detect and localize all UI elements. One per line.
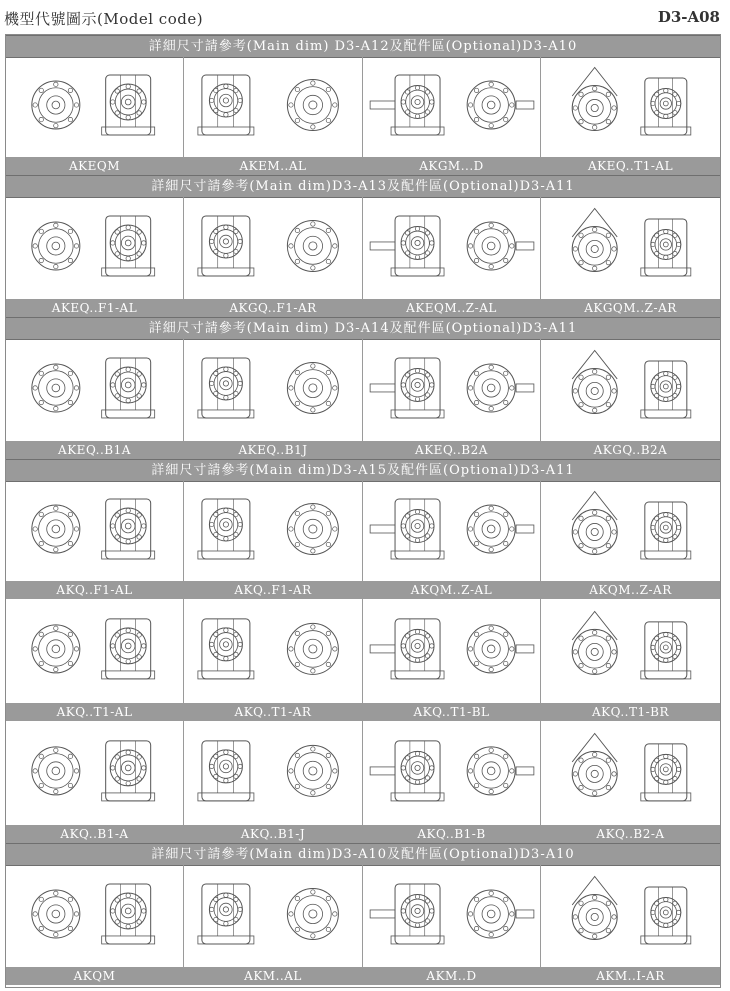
gearbox-line-art: [541, 599, 720, 703]
model-row: [6, 57, 720, 175]
model-cell: [363, 481, 541, 599]
gearbox-drawing: [6, 339, 183, 441]
model-label: AKEQ..B1A: [6, 441, 183, 459]
model-cell: [6, 865, 184, 985]
gearbox-drawing: [363, 339, 540, 441]
model-label: AKEM..AL: [184, 157, 362, 175]
gearbox-line-art: [6, 865, 184, 967]
model-cell: [184, 57, 363, 175]
gearbox-line-art: [6, 57, 184, 157]
model-label: AKEQM..Z-AL: [363, 299, 540, 317]
gearbox-drawing: [541, 57, 720, 157]
gearbox-line-art: [363, 57, 541, 157]
gearbox-line-art: [184, 865, 363, 967]
model-cell: [363, 197, 541, 317]
model-label: AKQ..B2-A: [541, 825, 720, 843]
model-cell: [184, 721, 363, 843]
model-row: [6, 481, 720, 599]
model-cell: [184, 599, 363, 721]
gearbox-drawing: [363, 481, 540, 581]
gearbox-drawing: [184, 197, 362, 299]
gearbox-line-art: [363, 721, 541, 825]
gearbox-line-art: [6, 721, 184, 825]
model-label: AKGQ..F1-AR: [184, 299, 362, 317]
model-label: AKGQ..B2A: [541, 441, 720, 459]
model-cell: [363, 865, 541, 985]
model-label: AKQ..T1-BR: [541, 703, 720, 721]
section-band: 詳細尺寸請參考(Main dim)D3-A10及配件區(Optional)D3-A10: [6, 843, 720, 866]
gearbox-line-art: [541, 721, 720, 825]
gearbox-drawing: [6, 721, 183, 825]
model-row: [6, 339, 720, 459]
model-cell: [541, 865, 720, 985]
gearbox-drawing: [6, 197, 183, 299]
model-cell: [541, 481, 720, 599]
model-cell: [6, 339, 184, 459]
gearbox-line-art: [184, 481, 363, 581]
model-cell: [184, 197, 363, 317]
gearbox-line-art: [363, 197, 541, 299]
gearbox-drawing: [6, 599, 183, 703]
model-cell: [6, 721, 184, 843]
model-cell: [6, 599, 184, 721]
page-code: D3-A08: [657, 8, 720, 26]
gearbox-drawing: [363, 57, 540, 157]
model-label: AKQM..Z-AR: [541, 581, 720, 599]
gearbox-line-art: [6, 339, 184, 441]
section-band: 詳細尺寸請參考(Main dim) D3-A12及配件區(Optional)D3-A10: [6, 35, 720, 58]
model-label: AKM..D: [363, 967, 540, 985]
model-label: AKEQ..T1-AL: [541, 157, 720, 175]
gearbox-line-art: [541, 481, 720, 581]
gearbox-drawing: [363, 197, 540, 299]
model-row: [6, 599, 720, 721]
gearbox-drawing: [184, 57, 362, 157]
model-row: [6, 865, 720, 985]
model-label: AKEQM: [6, 157, 183, 175]
model-label: AKQ..T1-AR: [184, 703, 362, 721]
gearbox-line-art: [6, 197, 184, 299]
model-label: AKGM...D: [363, 157, 540, 175]
gearbox-line-art: [6, 481, 184, 581]
model-label: AKEQ..B1J: [184, 441, 362, 459]
model-cell: [363, 339, 541, 459]
gearbox-drawing: [6, 57, 183, 157]
gearbox-drawing: [184, 481, 362, 581]
page-header: [4, 6, 726, 28]
model-label: AKQ..B1-A: [6, 825, 183, 843]
gearbox-line-art: [184, 599, 363, 703]
gearbox-drawing: [184, 865, 362, 967]
model-code-table: [5, 34, 721, 988]
gearbox-line-art: [541, 339, 720, 441]
gearbox-line-art: [541, 865, 720, 967]
model-label: AKM..AL: [184, 967, 362, 985]
gearbox-drawing: [184, 721, 362, 825]
gearbox-line-art: [184, 197, 363, 299]
model-cell: [541, 57, 720, 175]
gearbox-line-art: [184, 57, 363, 157]
model-cell: [363, 721, 541, 843]
gearbox-line-art: [6, 599, 184, 703]
gearbox-drawing: [541, 599, 720, 703]
model-cell: [6, 57, 184, 175]
page-title: 機型代號圖示(Model code): [4, 10, 204, 28]
model-cell: [184, 339, 363, 459]
gearbox-line-art: [363, 339, 541, 441]
gearbox-line-art: [184, 339, 363, 441]
gearbox-drawing: [184, 339, 362, 441]
model-label: AKQ..T1-AL: [6, 703, 183, 721]
section-band: 詳細尺寸請參考(Main dim)D3-A15及配件區(Optional)D3-A11: [6, 459, 720, 482]
model-cell: [363, 599, 541, 721]
model-label: AKGQM..Z-AR: [541, 299, 720, 317]
model-label: AKQ..B1-B: [363, 825, 540, 843]
gearbox-drawing: [6, 481, 183, 581]
model-cell: [6, 481, 184, 599]
gearbox-drawing: [6, 865, 183, 967]
model-cell: [184, 481, 363, 599]
gearbox-drawing: [541, 481, 720, 581]
model-label: AKQ..F1-AL: [6, 581, 183, 599]
model-cell: [6, 197, 184, 317]
gearbox-line-art: [541, 57, 720, 157]
gearbox-line-art: [363, 599, 541, 703]
model-label: AKQM..Z-AL: [363, 581, 540, 599]
gearbox-drawing: [363, 599, 540, 703]
gearbox-drawing: [363, 865, 540, 967]
gearbox-drawing: [541, 339, 720, 441]
section-band: 詳細尺寸請參考(Main dim)D3-A13及配件區(Optional)D3-A11: [6, 175, 720, 198]
model-row: [6, 721, 720, 843]
model-row: [6, 197, 720, 317]
model-cell: [541, 197, 720, 317]
gearbox-drawing: [541, 197, 720, 299]
model-cell: [541, 721, 720, 843]
model-cell: [541, 339, 720, 459]
model-label: AKEQ..F1-AL: [6, 299, 183, 317]
model-label: AKM..I-AR: [541, 967, 720, 985]
gearbox-drawing: [541, 865, 720, 967]
model-label: AKQM: [6, 967, 183, 985]
model-label: AKEQ..B2A: [363, 441, 540, 459]
gearbox-line-art: [363, 865, 541, 967]
gearbox-line-art: [363, 481, 541, 581]
model-label: AKQ..B1-J: [184, 825, 362, 843]
gearbox-line-art: [541, 197, 720, 299]
model-label: AKQ..T1-BL: [363, 703, 540, 721]
section-band: 詳細尺寸請參考(Main dim) D3-A14及配件區(Optional)D3-A11: [6, 317, 720, 340]
model-cell: [541, 599, 720, 721]
gearbox-drawing: [363, 721, 540, 825]
model-label: AKQ..F1-AR: [184, 581, 362, 599]
gearbox-line-art: [184, 721, 363, 825]
gearbox-drawing: [541, 721, 720, 825]
gearbox-drawing: [184, 599, 362, 703]
model-cell: [363, 57, 541, 175]
model-cell: [184, 865, 363, 985]
